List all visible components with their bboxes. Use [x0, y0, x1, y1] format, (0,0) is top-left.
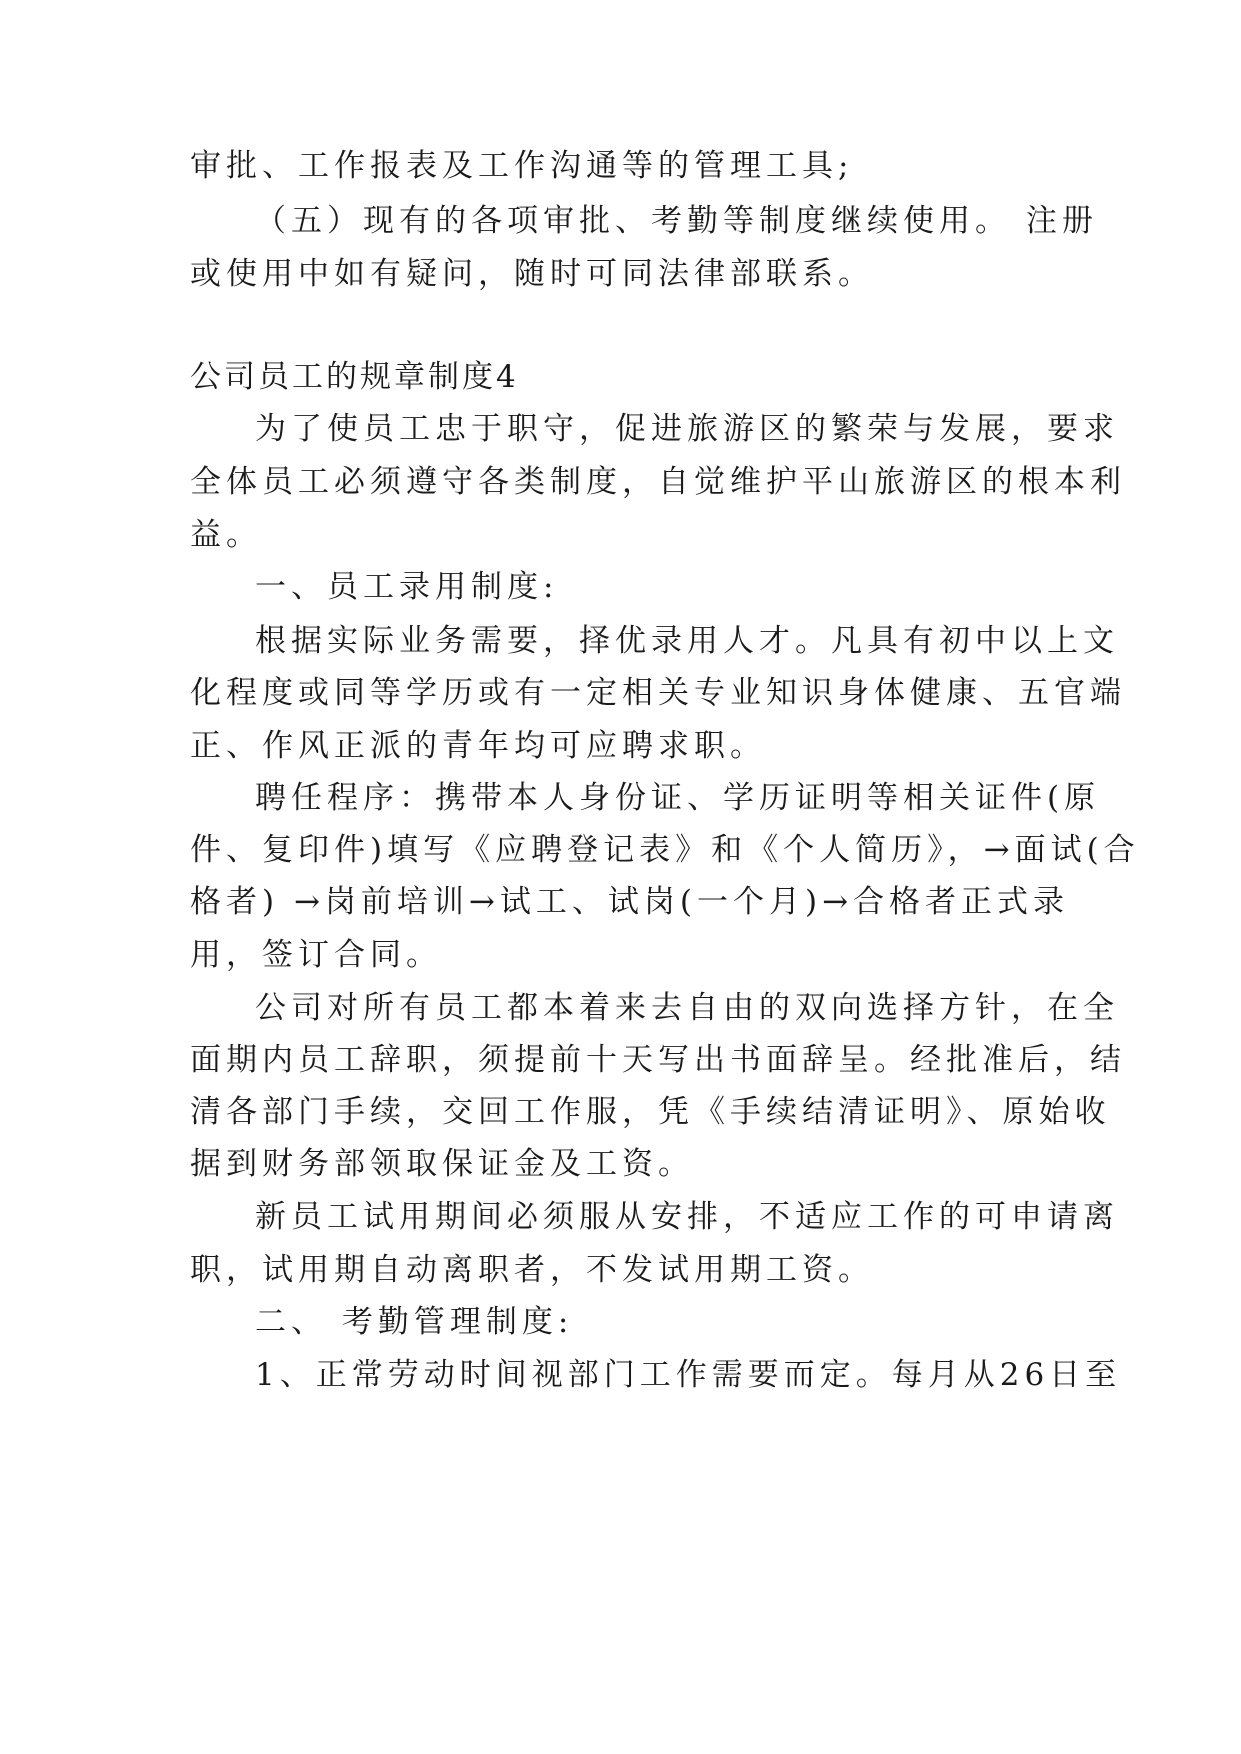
- text-line: 1、正常劳动时间视部门工作需要而定。每月从26日至: [255, 1357, 1122, 1393]
- subsection-heading: 一、员工录用制度:: [255, 569, 559, 605]
- text-line: 面期内员工辞职，须提前十天写出书面辞呈。经批准后，结: [190, 1042, 1126, 1078]
- text-line: 清各部门手续，交回工作服，凭《手续结清证明》、原始收: [190, 1094, 1111, 1130]
- text-line: 全体员工必须遵守各类制度，自觉维护平山旅游区的根本利: [190, 464, 1126, 500]
- text-line: 正、作风正派的青年均可应聘求职。: [190, 728, 766, 764]
- subsection-heading: 二、 考勤管理制度:: [255, 1304, 574, 1340]
- text-line: 审批、工作报表及工作沟通等的管理工具;: [190, 148, 854, 184]
- text-line: 用，签订合同。: [190, 937, 442, 973]
- section-heading: 公司员工的规章制度4: [190, 359, 519, 395]
- text-line: 新员工试用期间必须服从安排，不适应工作的可申请离: [255, 1199, 1119, 1235]
- text-line: 聘任程序：携带本人身份证、学历证明等相关证件(原: [255, 780, 1101, 816]
- text-line: 据到财务部领取保证金及工资。: [190, 1146, 694, 1182]
- text-line: 根据实际业务需要，择优录用人才。凡具有初中以上文: [255, 623, 1119, 659]
- text-line: 职，试用期自动离职者，不发试用期工资。: [190, 1252, 874, 1288]
- text-line: 公司对所有员工都本着来去自由的双向选择方针，在全: [255, 990, 1119, 1026]
- text-line: 件、复印件)填写《应聘登记表》和《个人简历》，→面试(合: [190, 832, 1140, 868]
- text-line: （五）现有的各项审批、考勤等制度继续使用。 注册: [255, 203, 1098, 239]
- text-line: 益。: [190, 517, 262, 553]
- text-line: 为了使员工忠于职守，促进旅游区的繁荣与发展，要求: [255, 411, 1119, 447]
- text-line: 或使用中如有疑问，随时可同法律部联系。: [190, 256, 874, 292]
- text-line: 格者) →岗前培训→试工、试岗(一个月)→合格者正式录: [190, 884, 1070, 920]
- text-line: 化程度或同等学历或有一定相关专业知识身体健康、五官端: [190, 675, 1126, 711]
